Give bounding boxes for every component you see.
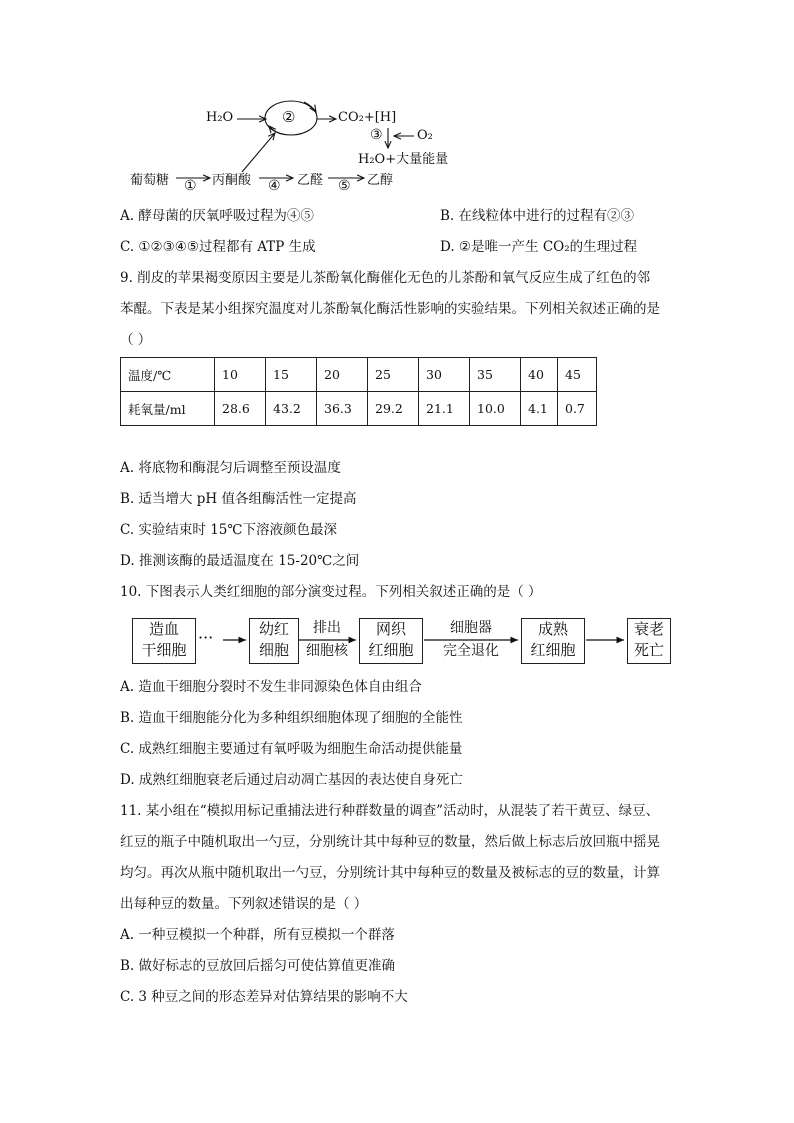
table-cell: 10.0 <box>470 392 521 426</box>
energy-label: H₂O+大量能量 <box>358 152 449 167</box>
q11-option-b: B. 做好标志的豆放回后摇匀可使估算值更准确 <box>120 958 396 974</box>
table-cell: 40 <box>521 358 558 392</box>
step-5-label: ⑤ <box>338 178 351 194</box>
box-text: 红细胞 <box>530 641 576 659</box>
box-text: 衰老 <box>633 620 664 638</box>
q9-option-b: B. 适当增大 pH 值各组酶活性一定提高 <box>120 491 357 507</box>
table-cell: 45 <box>558 358 597 392</box>
table-cell: 28.6 <box>215 392 266 426</box>
table-cell: 30 <box>419 358 470 392</box>
table-cell: 20 <box>317 358 368 392</box>
q8-option-a: A. 酵母菌的厌氧呼吸过程为④⑤ <box>120 208 314 224</box>
box-text: 死亡 <box>633 641 664 659</box>
step-1-label: ① <box>184 178 197 194</box>
q11-stem-line-2: 红豆的瓶子中随机取出一勺豆，分别统计其中每种豆的数量，然后做上标志后放回瓶中摇晃 <box>120 834 660 850</box>
ellipsis: ··· <box>198 628 214 647</box>
q11-option-c: C. 3 种豆之间的形态差异对估算结果的影响不大 <box>120 989 408 1005</box>
table-cell: 15 <box>266 358 317 392</box>
label-text: 细胞核 <box>306 643 348 659</box>
box-proerythroblast <box>249 618 299 664</box>
ethanol-label: 乙醇 <box>367 173 394 188</box>
label-organelle-degeneration <box>426 618 516 661</box>
table-cell: 21.1 <box>419 392 470 426</box>
box-text: 造血 <box>148 620 179 638</box>
acetaldehyde-label: 乙醛 <box>297 173 324 188</box>
table-cell: 29.2 <box>368 392 419 426</box>
table-cell: 10 <box>215 358 266 392</box>
box-text: 成熟 <box>537 620 568 638</box>
step-4-label: ④ <box>268 178 281 194</box>
q11-option-a: A. 一种豆模拟一个种群，所有豆模拟一个群落 <box>120 927 395 943</box>
table-cell: 35 <box>470 358 521 392</box>
q9-answer-paren: （ ） <box>120 332 152 348</box>
box-mature-red-cell <box>521 618 585 664</box>
table-header-temperature: 温度/℃ <box>121 358 215 392</box>
box-hematopoietic-stem-cell <box>132 618 196 664</box>
q8-option-b: B. 在线粒体中进行的过程有②③ <box>440 208 635 224</box>
table-cell: 0.7 <box>558 392 597 426</box>
q11-stem-line-1: 11. 某小组在“模拟用标记重捕法进行种群数量的调查”活动时，从混装了若干黄豆、绿豆、 <box>120 803 660 819</box>
table-header-oxygen: 耗氧量/ml <box>121 392 215 426</box>
q10-option-a: A. 造血干细胞分裂时不发生非同源染色体自由组合 <box>120 679 422 695</box>
label-text: 排出 <box>313 620 341 636</box>
box-text: 红细胞 <box>368 641 414 659</box>
label-expel-nucleus <box>298 618 356 661</box>
q8-option-c: C. ①②③④⑤过程都有 ATP 生成 <box>120 239 316 255</box>
q10-option-c: C. 成熟红细胞主要通过有氧呼吸为细胞生命活动提供能量 <box>120 741 463 757</box>
box-text: 细胞 <box>258 641 289 659</box>
co2-h-label: CO₂+[H] <box>338 110 397 125</box>
q11-stem-line-3: 均匀。再次从瓶中随机取出一勺豆，分别统计其中每种豆的数量及被标志的豆的数量，计算 <box>120 865 660 881</box>
o2-label: O₂ <box>417 128 433 143</box>
table-cell: 36.3 <box>317 392 368 426</box>
q9-option-c: C. 实验结束时 15℃下溶液颜色最深 <box>120 522 338 538</box>
q11-stem-line-4: 出每种豆的数量。下列叙述错误的是（ ） <box>120 896 368 912</box>
q8-option-d: D. ②是唯一产生 CO₂的生理过程 <box>440 239 638 255</box>
box-text: 幼红 <box>258 620 289 638</box>
q10-option-b: B. 造血干细胞能分化为多种组织细胞体现了细胞的全能性 <box>120 710 463 726</box>
table-cell: 25 <box>368 358 419 392</box>
pyruvate-label: 丙酮酸 <box>212 173 252 188</box>
box-aging-death <box>627 618 671 664</box>
box-reticulocyte <box>359 618 423 664</box>
label-text: 细胞器 <box>450 620 492 636</box>
table-cell: 43.2 <box>266 392 317 426</box>
glucose-label: 葡萄糖 <box>130 173 170 188</box>
label-text: 完全退化 <box>443 643 499 659</box>
box-text: 网织 <box>375 620 406 638</box>
q9-stem-line-1: 9. 削皮的苹果褐变原因主要是儿茶酚氧化酶催化无色的儿茶酚和氧气反应生成了红色的邻 <box>120 270 651 286</box>
box-text: 干细胞 <box>141 641 187 659</box>
table-cell: 4.1 <box>521 392 558 426</box>
q10-option-d: D. 成熟红细胞衰老后通过启动凋亡基因的表达使自身死亡 <box>120 772 463 788</box>
h2o-label: H₂O <box>206 110 234 125</box>
step-2-label: ② <box>282 108 296 126</box>
step-3-label: ③ <box>370 127 383 143</box>
q9-option-d: D. 推测该酶的最适温度在 15-20℃之间 <box>120 553 360 569</box>
q9-stem-line-2: 苯醌。下表是某小组探究温度对儿茶酚氧化酶活性影响的实验结果。下列相关叙述正确的是 <box>120 301 660 317</box>
q10-stem: 10. 下图表示人类红细胞的部分演变过程。下列相关叙述正确的是（ ） <box>120 584 542 600</box>
q9-option-a: A. 将底物和酶混匀后调整至预设温度 <box>120 460 341 476</box>
